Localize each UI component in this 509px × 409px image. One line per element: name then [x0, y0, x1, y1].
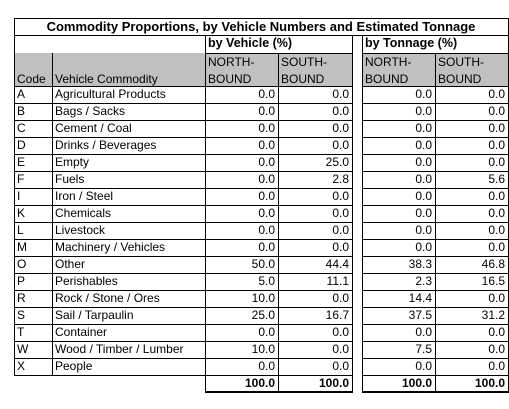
- row-veh-southbound: 0.0: [332, 189, 349, 203]
- row-code: D: [17, 138, 26, 152]
- row-veh-northbound: 0.0: [258, 359, 275, 373]
- row-border: [362, 273, 509, 274]
- row-commodity: Container: [55, 325, 108, 339]
- row-ton-northbound: 0.0: [415, 138, 432, 152]
- row-border: [362, 137, 509, 138]
- ton-northbound-header-line1: NORTH-: [362, 53, 435, 70]
- row-commodity: Other: [55, 257, 86, 271]
- row-code: F: [17, 172, 25, 186]
- row-code: C: [17, 121, 26, 135]
- row-ton-northbound: 14.4: [408, 291, 432, 305]
- row-commodity: Fuels: [55, 172, 85, 186]
- commodity-header: Vehicle Commodity: [52, 70, 205, 87]
- total-veh-southbound: 100.0: [318, 376, 349, 390]
- row-border: [362, 375, 509, 376]
- row-ton-northbound: 0.0: [415, 189, 432, 203]
- row-code: M: [17, 240, 27, 254]
- row-ton-northbound: 0.0: [415, 172, 432, 186]
- row-ton-southbound: 31.2: [481, 308, 505, 322]
- row-border: [362, 341, 509, 342]
- veh-northbound-header-line1: NORTH-: [205, 53, 278, 70]
- row-ton-northbound: 38.3: [408, 257, 432, 271]
- row-commodity: Perishables: [55, 274, 118, 288]
- veh-southbound-header-line1: SOUTH-: [278, 53, 352, 70]
- row-border: [14, 273, 353, 274]
- header-border: [14, 86, 353, 87]
- row-veh-northbound: 0.0: [258, 155, 275, 169]
- title-top-border: [14, 18, 509, 19]
- row-ton-northbound: 0.0: [415, 206, 432, 220]
- row-veh-southbound: 44.4: [325, 257, 349, 271]
- row-border: [362, 205, 509, 206]
- row-code: X: [17, 359, 26, 373]
- row-commodity: Agricultural Products: [55, 87, 166, 101]
- row-border: [362, 239, 509, 240]
- row-veh-northbound: 5.0: [258, 274, 275, 288]
- row-border: [362, 324, 509, 325]
- row-commodity: Iron / Steel: [55, 189, 114, 203]
- row-veh-northbound: 0.0: [258, 172, 275, 186]
- veh-northbound-header-line2: BOUND: [205, 70, 278, 87]
- row-ton-southbound: 0.0: [488, 87, 505, 101]
- row-ton-southbound: 0.0: [488, 104, 505, 118]
- row-code: P: [17, 274, 26, 288]
- row-ton-southbound: 0.0: [488, 342, 505, 356]
- row-veh-northbound: 25.0: [251, 308, 275, 322]
- commodity-header-fill: [52, 53, 205, 70]
- row-code: K: [17, 206, 26, 220]
- row-border: [362, 222, 509, 223]
- row-ton-southbound: 0.0: [488, 240, 505, 254]
- ton-southbound-header-line1: SOUTH-: [435, 53, 508, 70]
- row-border: [362, 188, 509, 189]
- row-ton-southbound: 0.0: [488, 155, 505, 169]
- total-ton-southbound: 100.0: [474, 376, 505, 390]
- row-border: [14, 290, 353, 291]
- row-code: S: [17, 308, 26, 322]
- row-veh-southbound: 0.0: [332, 87, 349, 101]
- row-ton-southbound: 0.0: [488, 325, 505, 339]
- totals-bottom-border: [205, 391, 353, 393]
- row-ton-northbound: 0.0: [415, 223, 432, 237]
- row-ton-northbound: 0.0: [415, 121, 432, 135]
- left-border: [14, 18, 15, 376]
- row-code: R: [17, 291, 26, 305]
- row-veh-southbound: 0.0: [332, 223, 349, 237]
- row-ton-northbound: 0.0: [415, 87, 432, 101]
- section-border: [362, 53, 509, 54]
- ton-northbound-header-line2: BOUND: [362, 70, 435, 87]
- col-border: [278, 53, 279, 393]
- row-border: [14, 154, 353, 155]
- row-border: [14, 358, 353, 359]
- section-by-vehicle: by Vehicle (%): [208, 36, 293, 50]
- row-veh-northbound: 0.0: [258, 121, 275, 135]
- row-ton-southbound: 0.0: [488, 223, 505, 237]
- row-veh-northbound: 0.0: [258, 87, 275, 101]
- row-veh-northbound: 0.0: [258, 189, 275, 203]
- row-veh-southbound: 0.0: [332, 104, 349, 118]
- row-ton-southbound: 16.5: [481, 274, 505, 288]
- row-veh-southbound: 16.7: [325, 308, 349, 322]
- row-veh-southbound: 0.0: [332, 138, 349, 152]
- row-veh-southbound: 11.1: [326, 274, 349, 288]
- row-border: [14, 188, 353, 189]
- row-border: [14, 137, 353, 138]
- row-code: T: [17, 325, 25, 339]
- title-bottom-border: [14, 35, 509, 36]
- row-code: I: [17, 189, 21, 203]
- row-veh-northbound: 50.0: [251, 257, 275, 271]
- row-ton-southbound: 0.0: [488, 138, 505, 152]
- row-ton-northbound: 37.5: [408, 308, 432, 322]
- total-veh-northbound: 100.0: [244, 376, 275, 390]
- col-border: [52, 53, 53, 376]
- row-border: [14, 222, 353, 223]
- row-ton-northbound: 0.0: [415, 104, 432, 118]
- row-veh-southbound: 0.0: [332, 291, 349, 305]
- row-veh-northbound: 0.0: [258, 325, 275, 339]
- row-veh-southbound: 0.0: [332, 359, 349, 373]
- row-border: [362, 154, 509, 155]
- row-veh-northbound: 0.0: [258, 206, 275, 220]
- row-commodity: People: [55, 359, 93, 373]
- row-border: [362, 256, 509, 257]
- row-ton-southbound: 0.0: [488, 291, 505, 305]
- row-veh-northbound: 0.0: [258, 240, 275, 254]
- row-ton-southbound: 5.6: [488, 172, 505, 186]
- page-title: Commodity Proportions, by Vehicle Numbers and Estimated Tonnage: [46, 19, 476, 34]
- row-border: [14, 324, 353, 325]
- row-ton-northbound: 2.3: [415, 274, 432, 288]
- row-ton-northbound: 0.0: [415, 359, 432, 373]
- row-border: [14, 103, 353, 104]
- row-code: B: [17, 104, 26, 118]
- code-header: Code: [14, 70, 52, 87]
- row-border: [14, 375, 353, 376]
- row-veh-northbound: 0.0: [258, 223, 275, 237]
- row-veh-northbound: 0.0: [258, 138, 275, 152]
- row-border: [362, 358, 509, 359]
- totals-bottom-border: [362, 391, 509, 393]
- row-veh-northbound: 0.0: [258, 104, 275, 118]
- ton-southbound-header-line2: BOUND: [435, 70, 508, 87]
- veh-southbound-header-line2: BOUND: [278, 70, 352, 87]
- row-commodity: Machinery / Vehicles: [55, 240, 166, 254]
- row-ton-southbound: 0.0: [488, 189, 505, 203]
- row-ton-northbound: 0.0: [415, 240, 432, 254]
- row-code: W: [17, 342, 29, 356]
- col-border: [362, 35, 363, 393]
- row-border: [14, 120, 353, 121]
- row-border: [14, 307, 353, 308]
- col-border: [435, 53, 436, 393]
- row-ton-southbound: 0.0: [488, 121, 505, 135]
- row-veh-southbound: 25.0: [325, 155, 349, 169]
- row-ton-southbound: 46.8: [481, 257, 505, 271]
- row-veh-southbound: 2.8: [332, 172, 349, 186]
- row-code: E: [17, 155, 26, 169]
- section-border: [205, 53, 353, 54]
- row-border: [14, 341, 353, 342]
- row-commodity: Chemicals: [55, 206, 112, 220]
- row-ton-southbound: 0.0: [488, 206, 505, 220]
- row-commodity: Empty: [55, 155, 90, 169]
- header-border: [362, 86, 509, 87]
- row-border: [362, 171, 509, 172]
- row-code: L: [17, 223, 24, 237]
- row-border: [362, 103, 509, 104]
- total-ton-northbound: 100.0: [401, 376, 432, 390]
- row-border: [362, 307, 509, 308]
- row-commodity: Drinks / Beverages: [55, 138, 157, 152]
- col-border: [205, 35, 206, 393]
- row-ton-southbound: 0.0: [488, 359, 505, 373]
- row-border: [14, 205, 353, 206]
- row-veh-southbound: 0.0: [332, 342, 349, 356]
- section-by-tonnage: by Tonnage (%): [365, 36, 458, 50]
- row-veh-southbound: 0.0: [332, 240, 349, 254]
- row-border: [14, 171, 353, 172]
- row-veh-southbound: 0.0: [332, 206, 349, 220]
- row-ton-northbound: 0.0: [415, 325, 432, 339]
- row-border: [362, 290, 509, 291]
- row-veh-southbound: 0.0: [332, 325, 349, 339]
- row-commodity: Sail / Tarpaulin: [55, 308, 134, 322]
- col-border: [352, 35, 353, 393]
- row-border: [14, 256, 353, 257]
- row-commodity: Livestock: [55, 223, 106, 237]
- row-ton-northbound: 7.5: [415, 342, 432, 356]
- row-commodity: Wood / Timber / Lumber: [55, 342, 184, 356]
- row-commodity: Rock / Stone / Ores: [55, 291, 160, 305]
- row-commodity: Bags / Sacks: [55, 104, 126, 118]
- row-border: [362, 120, 509, 121]
- row-code: A: [17, 87, 26, 101]
- row-code: O: [17, 257, 27, 271]
- row-ton-northbound: 0.0: [415, 155, 432, 169]
- code-header-fill: [14, 53, 52, 70]
- row-border: [14, 239, 353, 240]
- row-veh-southbound: 0.0: [332, 121, 349, 135]
- row-commodity: Cement / Coal: [55, 121, 132, 135]
- row-veh-northbound: 10.0: [251, 342, 275, 356]
- row-veh-northbound: 10.0: [251, 291, 275, 305]
